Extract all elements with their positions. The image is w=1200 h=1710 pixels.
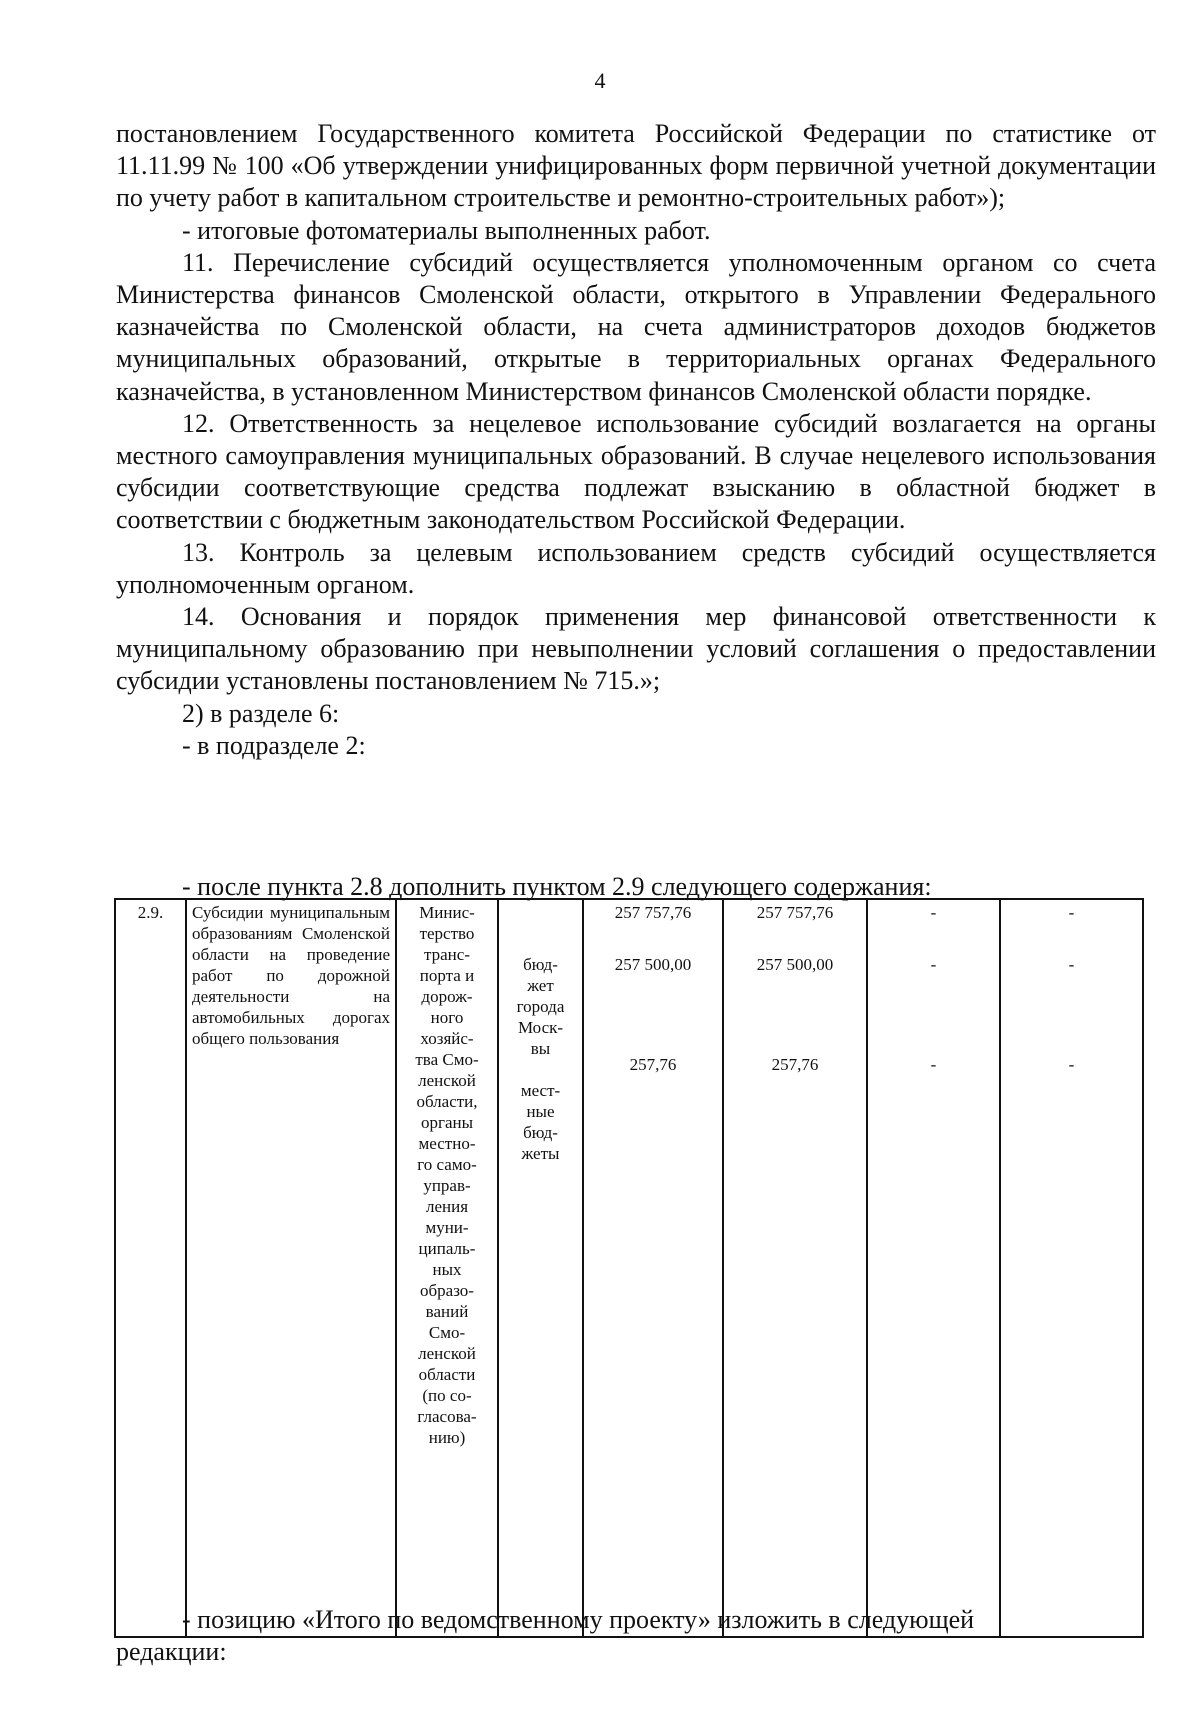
executor-line: тва Смо- <box>415 1050 479 1069</box>
body-paragraph: - в подразделе 2: <box>182 730 366 760</box>
source-line: ные <box>526 1102 555 1121</box>
dash-local-2: - <box>1068 1055 1075 1074</box>
source-line: жет <box>527 976 554 995</box>
body-paragraph: 13. Контроль за целевым использованием средств субсидий осуществляется уполномоченным органом. <box>116 537 1156 599</box>
executor-line: муни- <box>425 1218 469 1237</box>
executor-line: дорож- <box>421 987 473 1006</box>
source-line: вы <box>530 1039 551 1058</box>
executor-line: ления <box>425 1197 469 1216</box>
document-body <box>116 118 1156 762</box>
closing-line-1: - позицию «Итого по ведомственному проекту» изложить в следующей <box>182 1605 975 1634</box>
amount-local-2: 257,76 <box>771 1055 819 1074</box>
amount-total-2: 257 757,76 <box>756 903 834 922</box>
table-row <box>115 899 1143 1637</box>
dash-total-2: - <box>1068 903 1075 922</box>
dash-column-1 <box>867 899 1000 1637</box>
amount-column-1 <box>583 899 723 1637</box>
source-line: города <box>516 997 565 1016</box>
source-spacer <box>504 902 577 954</box>
closing-text <box>116 1604 1156 1668</box>
executor-line: ного <box>430 1008 464 1027</box>
source-line: Моск- <box>517 1018 564 1037</box>
executor-line: органы <box>420 1113 474 1132</box>
executor-line: Минис- <box>419 903 475 922</box>
executor-cell <box>396 899 498 1637</box>
executor-line: Смо- <box>428 1323 466 1342</box>
dash-total-1: - <box>930 903 937 922</box>
body-paragraph: 2) в разделе 6: <box>182 698 340 728</box>
row-name-cell: Субсидии муниципальным образованиям Смоленской области на проведение работ по дорожной деятельности на автомобильных дорогах общего пользования <box>186 899 396 1637</box>
executor-line: хозяйс- <box>420 1029 474 1048</box>
executor-line: ных <box>432 1260 462 1279</box>
row-number-cell: 2.9. <box>115 899 186 1637</box>
executor-line: местно- <box>418 1134 476 1153</box>
executor-line: (по со- <box>422 1386 472 1405</box>
executor-line: образо- <box>420 1281 474 1300</box>
executor-line: управ- <box>423 1176 471 1195</box>
dash-column-2 <box>1000 899 1143 1637</box>
amount-city-1: 257 500,00 <box>614 955 692 974</box>
closing-paragraph <box>116 1604 1156 1668</box>
executor-line: ленской <box>418 1344 476 1363</box>
body-paragraph: - итоговые фотоматериалы выполненных работ. <box>182 215 711 245</box>
amount-total-1: 257 757,76 <box>614 903 692 922</box>
source-line: бюд- <box>523 955 558 974</box>
funding-source-cell <box>498 899 583 1637</box>
executor-line: области <box>418 1365 476 1384</box>
executor-line: ленской <box>418 1071 476 1090</box>
source-line: жеты <box>521 1144 560 1163</box>
body-paragraph: 12. Ответственность за нецелевое использование субсидий возлагается на органы местного самоуправления муниципальных образований. В случае нецелевого использования субсидии соответствующие средства подлежат взысканию в областной бюджет в соответствии с бюджетным законодательством Российской Федерации. <box>116 408 1156 535</box>
amendment-table <box>114 898 1144 1638</box>
dash-city-2: - <box>1068 955 1075 974</box>
executor-line: терство <box>419 924 475 943</box>
source-line: мест- <box>520 1081 561 1100</box>
executor-line: ципаль- <box>418 1239 476 1258</box>
source-line: бюд- <box>523 1123 558 1142</box>
amount-local-1: 257,76 <box>629 1055 677 1074</box>
executor-line: го само- <box>417 1155 477 1174</box>
executor-line: нию) <box>428 1428 466 1447</box>
closing-line-2: редакции: <box>116 1637 227 1666</box>
amendment-table-wrap <box>114 898 1144 1638</box>
executor-line: порта и <box>419 966 475 985</box>
executor-line: ваний <box>425 1302 469 1321</box>
body-paragraph: 14. Основания и порядок применения мер финансовой ответственности к муниципальному образованию при невыполнении условий соглашения о предоставлении субсидии установлены постановлением № 715.»; <box>116 602 1156 696</box>
source-local-budgets <box>504 1080 577 1164</box>
source-city-budget <box>504 954 577 1059</box>
dash-city-1: - <box>930 955 937 974</box>
amount-column-2 <box>723 899 867 1637</box>
lead-in-line: - после пункта 2.8 дополнить пунктом 2.9 следующего содержания: <box>182 872 932 901</box>
body-paragraph: 11. Перечисление субсидий осуществляется уполномоченным органом со счета Министерства финансов Смоленской области, открытого в Управлении Федерального казначейства по Смоленской области, на счета администраторов доходов бюджетов муниципальных образований, открытые в территориальных органах Федерального казначейства, в установленном Министерством финансов Смоленской области порядке. <box>116 247 1156 406</box>
executor-line: гласова- <box>417 1407 477 1426</box>
page-number: 4 <box>594 68 606 93</box>
amount-city-2: 257 500,00 <box>756 955 834 974</box>
executor-line: транс- <box>424 945 470 964</box>
dash-local-1: - <box>930 1055 937 1074</box>
executor-line: области, <box>416 1092 478 1111</box>
body-paragraph: постановлением Государственного комитета Российской Федерации по статистике от 11.11.99 № 100 «Об утверждении унифицированных форм первичной учетной документации по учету работ в капитальном строительстве и ремонтно-строительных работ»); <box>116 119 1156 213</box>
